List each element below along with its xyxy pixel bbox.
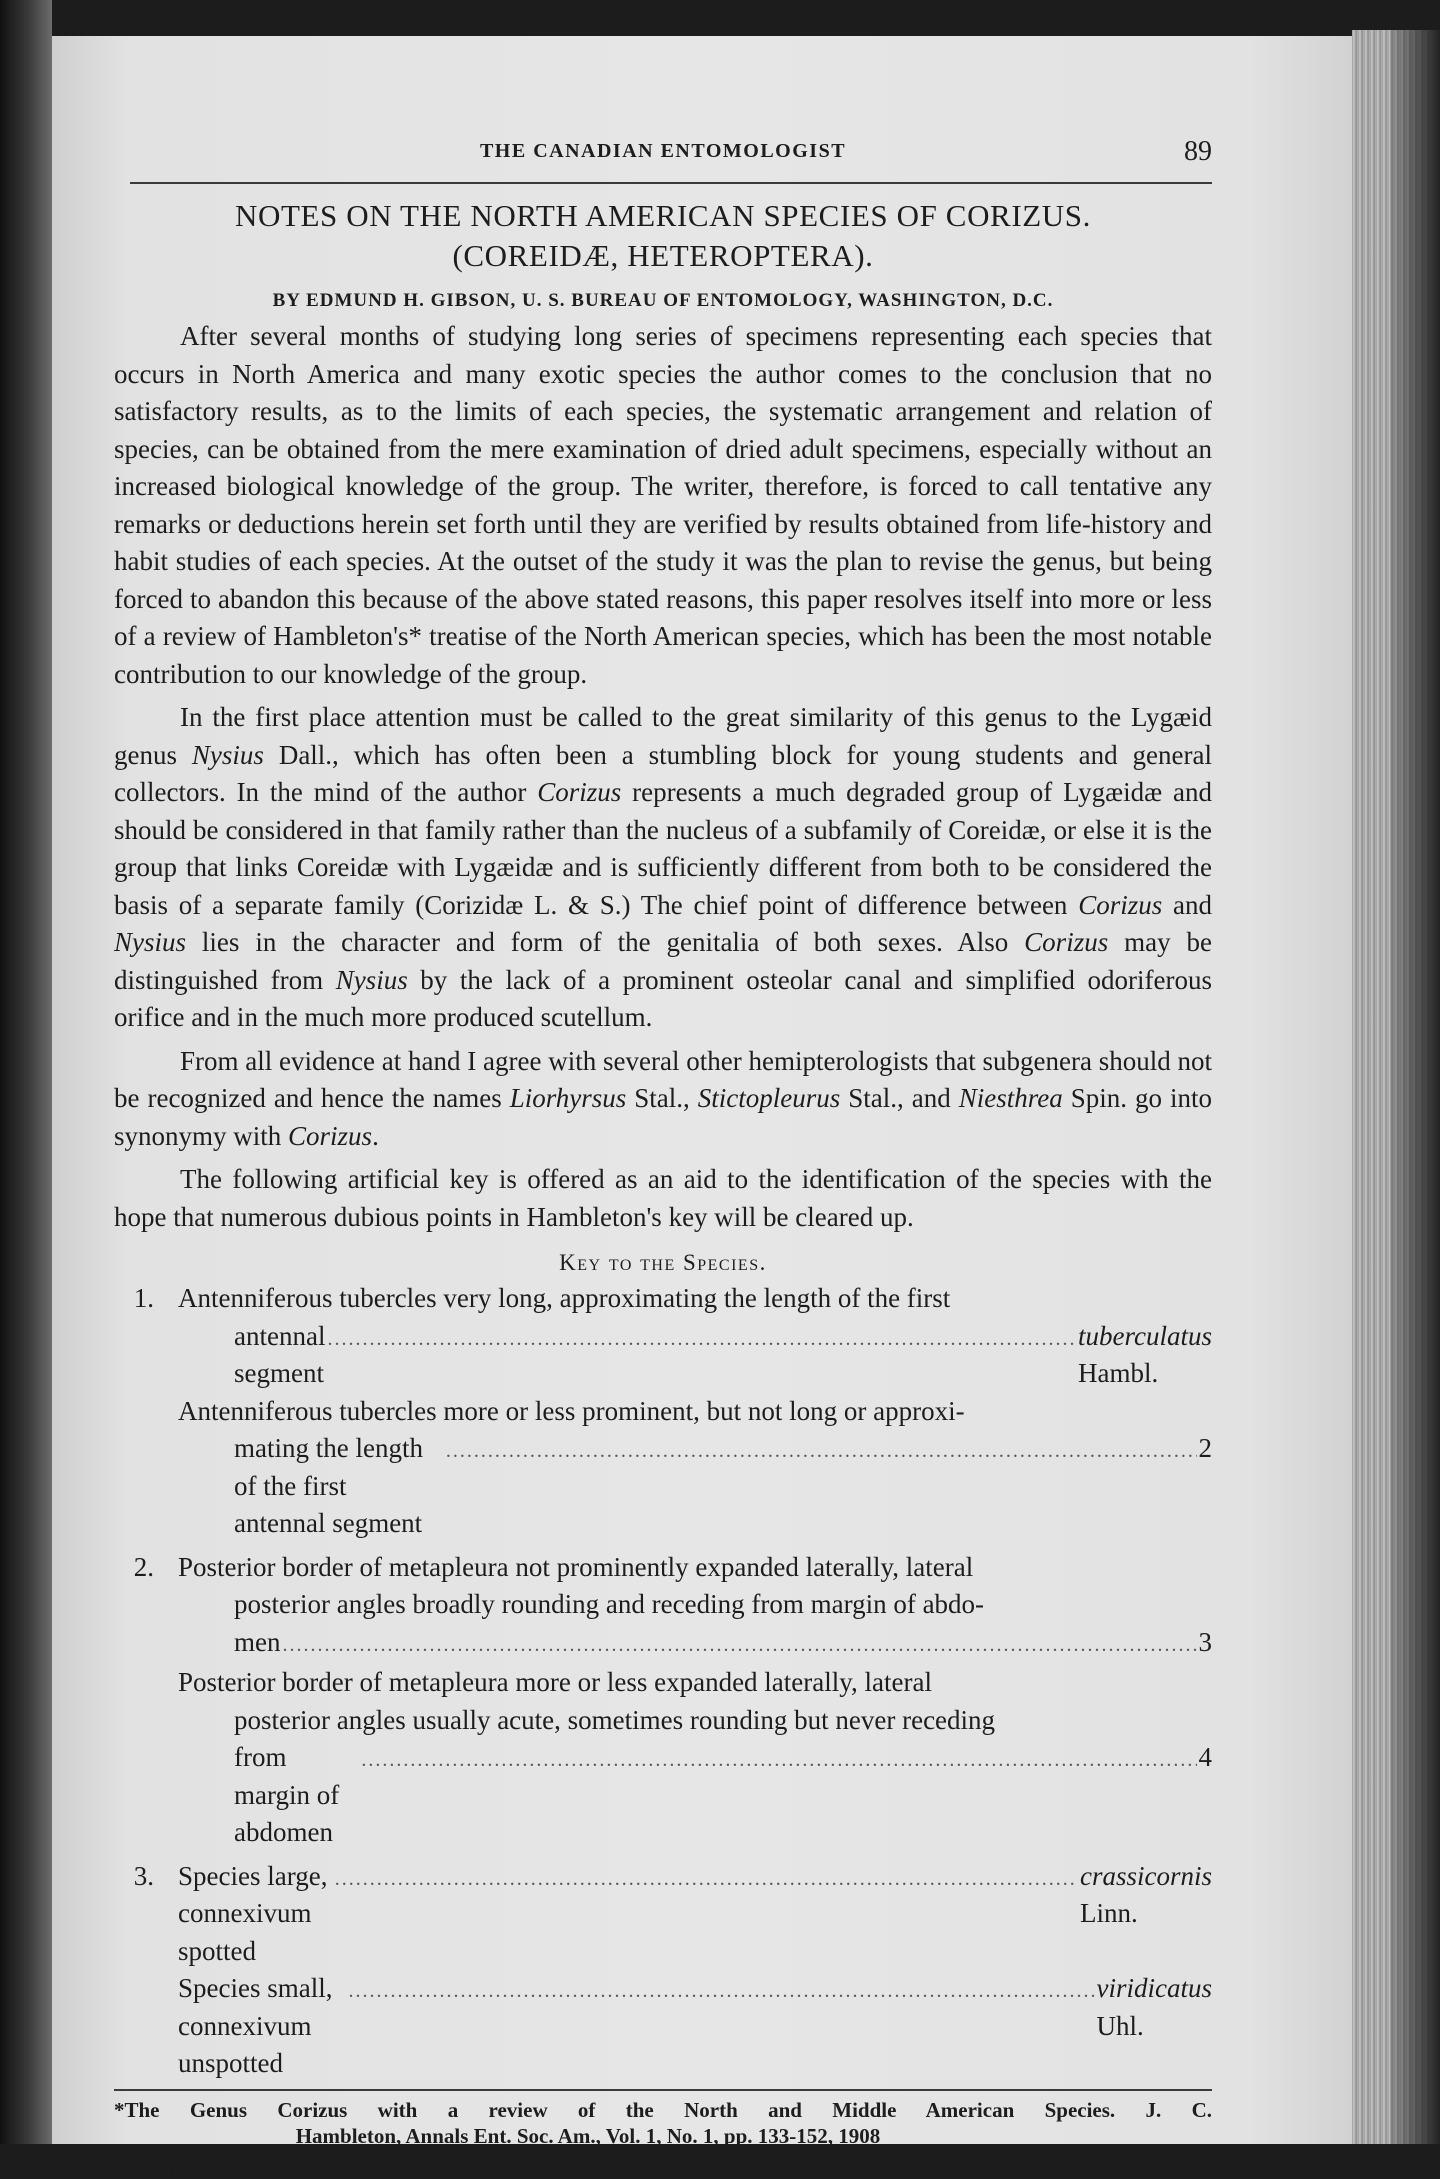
key-entry-lead-line (178, 1858, 1212, 1971)
couplet-number: 1. (133, 1283, 154, 1313)
key-result (1078, 1318, 1212, 1393)
p2-genus-name: Nysius (114, 927, 187, 957)
leader-dots (446, 1430, 1197, 1471)
p3-genus-name: Corizus (288, 1120, 373, 1151)
key-entry-1a (114, 1280, 1212, 1393)
paragraph-4: The following artificial key is offered as an aid to the identification of the species with the hope that numerous dubious points in Hambleton's key will be cleared up. (114, 1164, 1212, 1232)
p2-text: represents a much degraded group of Lygæidæ and should be considered in that family rather than the nucleus of a subfamily of Coreidæ, or else it is the group that links Coreidæ with Lygæidæ and is sufficiently different from both to be considered the basis of a separate family (Corizidæ L. & S.) The chief point of difference between (114, 777, 1212, 920)
species-name: viridicatus (1096, 1973, 1212, 2003)
species-author: Linn. (1079, 1898, 1138, 1928)
species-name: tuberculatus (1078, 1320, 1212, 1351)
key-entry-text: mating the length of the first antennal segment (234, 1433, 423, 1538)
couplet-number: 2. (133, 1551, 154, 1582)
key-entry-2a (114, 1549, 1212, 1665)
key-entry-lead-line (178, 1318, 1212, 1393)
key-entry-lead-line (178, 1739, 1212, 1852)
running-title: THE CANADIAN ENTOMOLOGIST (479, 140, 847, 162)
paragraph-1: After several months of studying long series of specimens representing each species that occurs in North America and many exotic species the author comes to the conclusion that no satisfactory results, as to the limits of each species, the systematic arrangement and relation of species, can be obtained from the mere examination of dried adult specimens, especially without an increased biological knowledge of the group. The writer, therefore, is forced to call tentative any remarks or deductions herein set forth until they are verified by results obtained from life-history and habit studies of each species. At the outset of the study it was the plan to revise the genus, but being forced to abandon this because of the above stated reasons, this paper resolves itself into more or less of a review of Hambleton's* treatise of the North American species, which has been the most notable contribution to our knowledge of the group. (114, 321, 1212, 689)
p2-genus-name: Nysius (191, 739, 264, 770)
key-entry-text: from margin of abdomen (234, 1742, 340, 1847)
key-result (1080, 1858, 1212, 1933)
key-entry-text: Antenniferous tubercles more or less prominent, but not long or approxi- (178, 1395, 965, 1426)
byline: BY EDMUND H. GIBSON, U. S. BUREAU OF ENTOMOLOGY, WASHINGTON, D.C. (272, 290, 1054, 311)
key-entry-text: posterior angles broadly rounding and receding from margin of abdo- (234, 1589, 985, 1619)
paragraph-2 (114, 699, 1212, 1037)
key-entry-text: Species large, connexivum spotted (178, 1860, 328, 1966)
key-entry-3a (114, 1858, 1212, 1971)
key-entry-text: Posterior border of metapleura not prominently expanded laterally, lateral (178, 1551, 974, 1582)
running-head (114, 126, 1212, 176)
p2-text: may be distinguished from (114, 927, 1212, 995)
p2-genus-name: Corizus (1078, 889, 1163, 920)
p3-text: Stal., (626, 1083, 698, 1113)
paragraph-3 (114, 1043, 1212, 1156)
couplet-number: 3. (133, 1860, 154, 1891)
footnote-line-1: *The Genus Corizus with a review of the North and Middle American Species. J. C. (114, 2097, 1212, 2122)
key-entry-text: posterior angles usually acute, sometimes rounding but never receding (234, 1704, 996, 1735)
key-couplet-3 (114, 1858, 1212, 2083)
p3-text: . (372, 1120, 379, 1151)
key-heading: Key to the Species. (559, 1250, 767, 1275)
p2-genus-name: Corizus (1024, 927, 1109, 957)
leader-dots (283, 1624, 1197, 1665)
p3-text: From all evidence at hand I agree with several other hemipterologists that subgenera should not be recognized and hence the names (114, 1045, 1212, 1113)
key-entry-text: antennal segment (234, 1320, 326, 1388)
header-rule (130, 182, 1212, 184)
p2-text: by the lack of a prominent osteolar canal and simplified odoriferous orifice and in the much more produced scutellum. (114, 964, 1212, 1032)
page-number: 89 (1184, 136, 1212, 167)
key-couplet-2 (114, 1549, 1212, 1852)
key-entry-text: men (234, 1626, 281, 1657)
key-result: 2 (1198, 1433, 1212, 1463)
book-spine-shadow (0, 0, 52, 2144)
key-couplet-1 (114, 1280, 1212, 1543)
key-result: 4 (1198, 1742, 1212, 1772)
key-entry-2b (114, 1664, 1212, 1852)
key-entry-lead-line (178, 1430, 1212, 1543)
p2-text: lies in the character and form of the genitalia of both sexes. Also (186, 927, 1025, 957)
leader-dots (361, 1739, 1196, 1780)
footnote-line-2: Hambleton, Annals Ent. Soc. Am., Vol. 1, No. 1, pp. 133-152, 1908 (295, 2123, 881, 2148)
key-entry-text: Posterior border of metapleura more or less expanded laterally, lateral (178, 1667, 932, 1697)
key-entry-3b (114, 1970, 1212, 2083)
key-entry-lead-line (178, 1624, 1212, 1665)
p3-genus-name: Liorhyrsus (509, 1083, 627, 1113)
key-result: 3 (1198, 1626, 1212, 1657)
p2-text: Dall., which has often been a stumbling block for young students and general collectors. In the mind of the author (114, 739, 1212, 807)
p2-text: In the first place attention must be called to the great similarity of this genus to the Lygæid genus (114, 702, 1212, 770)
species-author: Hambl. (1078, 1358, 1159, 1388)
page-content (114, 126, 1212, 2179)
p3-genus-name: Niesthrea (958, 1083, 1063, 1113)
key-result (1097, 1970, 1213, 2045)
footnote-rule (114, 2089, 1212, 2091)
title-line-1: NOTES ON THE NORTH AMERICAN SPECIES OF CORIZUS. (235, 198, 1091, 233)
leader-dots (335, 1858, 1078, 1899)
title-line-2: (COREIDÆ, HETEROPTERA). (452, 238, 874, 273)
species-name: crassicornis (1079, 1860, 1212, 1891)
article-title (114, 196, 1212, 276)
species-author: Uhl. (1096, 2010, 1144, 2041)
p3-genus-name: Stictopleurus (697, 1083, 841, 1113)
p2-genus-name: Corizus (537, 777, 622, 807)
issue-date: April, 1919 (160, 2158, 247, 2178)
key-entry-lead-line (178, 1970, 1212, 2083)
key-entry-text: Antenniferous tubercles very long, approximating the length of the first (178, 1283, 951, 1313)
p3-text: Stal., and (840, 1083, 959, 1113)
p2-genus-name: Nysius (335, 964, 408, 995)
p2-text: and (1162, 889, 1213, 920)
key-entry-text: Species small, connexivum unspotted (178, 1973, 333, 2078)
p3-text: Spin. go into synonymy with (114, 1083, 1212, 1151)
leader-dots (349, 1970, 1095, 2011)
leader-dots (327, 1318, 1076, 1359)
page-edges-shadow (1390, 30, 1440, 2144)
key-entry-1b (114, 1393, 1212, 1543)
